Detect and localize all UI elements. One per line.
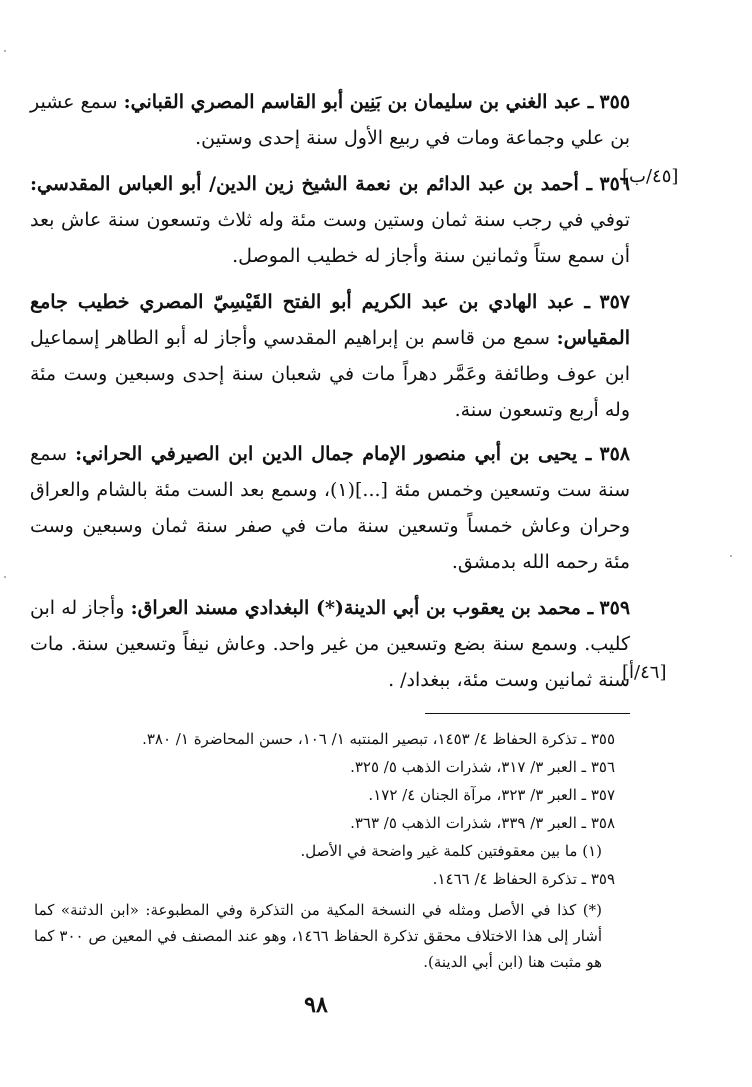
entry-heading: عبد الغني بن سليمان بن بَنِين أبو القاسم المصري القباني: <box>123 91 582 113</box>
footnote-357: ٣٥٧ ـ العبر ٣/ ٣٢٣، مرآة الجنان ٤/ ١٧٢. <box>368 786 615 804</box>
scan-speck <box>4 576 6 578</box>
entry-heading: محمد بن يعقوب بن أبي الدينة(*) البغدادي مسند العراق: <box>130 597 581 619</box>
biography-entry-355: ٣٥٥ ـ عبد الغني بن سليمان بن بَنِين أبو القاسم المصري القباني: سمع عشير بن علي وجماعة ومات في ربيع الأول سنة إحدى وستين. <box>30 91 631 149</box>
footnote-356: ٣٥٦ ـ العبر ٣/ ٣١٧، شذرات الذهب ٥/ ٣٢٥. <box>350 758 615 776</box>
footnote-separator <box>425 713 630 714</box>
biography-entry-358: ٣٥٨ ـ يحيى بن أبي منصور الإمام جمال الدين ابن الصيرفي الحراني: سمع سنة ست وتسعين وخمس مئة [...](١)، وسمع بعد الست مئة بالشام والعراق وحران وعاش خمساً وتسعين سنة مات في صفر سنة ثمان وسبعين وست مئة رحمه الله بدمشق. <box>30 443 631 573</box>
entry-body: سمع من قاسم بن إبراهيم المقدسي وأجاز له أبو الطاهر إسماعيل ابن عوف وطائفة وعَمَّر دهراً مات في شعبان سنة إحدى وسبعين وست مئة وله أربع وتسعون سنة. <box>30 327 630 421</box>
footnote-359: ٣٥٩ ـ تذكرة الحفاظ ٤/ ١٤٦٦. <box>432 870 615 888</box>
page-number: ٩٨ <box>304 992 328 1018</box>
entry-number: ٣٥٥ <box>599 91 631 113</box>
scan-speck <box>730 555 732 557</box>
entry-body: وأجاز له ابن كليب. وسمع سنة بضع وتسعين من غير واحد. وعاش نيفاً وتسعين سنة. مات سنة ثمانين وست مئة، ببغداد/ . <box>30 597 630 691</box>
footnote-asterisk: (*) كذا في الأصل ومثله في النسخة المكية من التذكرة وفي المطبوعة: «ابن الدثنة» كما أشار إلى هذا الاختلاف محقق تذكرة الحفاظ ١٤٦٦، وهو عند المصنف في المعين ص ٣٠٠ كما هو مثبت هنا (ابن أبي الدينة). <box>34 901 603 971</box>
entry-number: ٣٥٩ <box>599 597 631 619</box>
manuscript-folio-marker: [٤٥/ب] <box>622 166 679 187</box>
biography-entry-359: ٣٥٩ ـ محمد بن يعقوب بن أبي الدينة(*) البغدادي مسند العراق: وأجاز له ابن كليب. وسمع سنة بضع وتسعين من غير واحد. وعاش نيفاً وتسعين سنة. مات سنة ثمانين وست مئة، ببغداد/ . <box>30 597 631 691</box>
entry-body: سمع سنة ست وتسعين وخمس مئة [...](١)، وسمع بعد الست مئة بالشام والعراق وحران وعاش خمساً وتسعين سنة مات في صفر سنة ثمان وسبعين وست مئة رحمه الله بدمشق. <box>30 443 630 573</box>
entry-number: ٣٥٧ <box>599 291 630 313</box>
entry-number: ٣٥٨ <box>599 443 631 465</box>
entry-heading: عبد الهادي بن عبد الكريم أبو الفتح القَيْسِيّ المصري خطيب جامع المقياس: <box>30 291 630 349</box>
biography-entry-357: ٣٥٧ ـ عبد الهادي بن عبد الكريم أبو الفتح القَيْسِيّ المصري خطيب جامع المقياس: سمع من قاسم بن إبراهيم المقدسي وأجاز له أبو الطاهر إسماعيل ابن عوف وطائفة وعَمَّر دهراً مات في شعبان سنة إحدى وسبعين وست مئة وله أربع وتسعون سنة. <box>30 291 630 421</box>
entry-body: سمع عشير بن علي وجماعة ومات في ربيع الأول سنة إحدى وستين. <box>30 91 630 149</box>
biography-entry-356: ٣٥٦ ـ أحمد بن عبد الدائم بن نعمة الشيخ زين الدين/ أبو العباس المقدسي: توفي في رجب سنة ثمان وستين وست مئة وله ثلاث وتسعون سنة عاش بعد أن سمع ستاً وثمانين سنة وأجاز له خطيب الموصل. <box>30 173 631 267</box>
footnote-355: ٣٥٥ ـ تذكرة الحفاظ ٤/ ١٤٥٣، تبصير المنتبه ١/ ١٠٦، حسن المحاضرة ١/ ٣٨٠. <box>142 730 615 748</box>
entry-body: توفي في رجب سنة ثمان وستين وست مئة وله ثلاث وتسعون سنة عاش بعد أن سمع ستاً وثمانين سنة وأجاز له خطيب الموصل. <box>30 209 630 267</box>
footnote-1: (١) ما بين معقوفتين كلمة غير واضحة في الأصل. <box>300 842 602 860</box>
entry-heading: يحيى بن أبي منصور الإمام جمال الدين ابن الصيرفي الحراني: <box>75 443 578 465</box>
manuscript-folio-marker: [٤٦/أ] <box>622 662 667 683</box>
scan-speck <box>4 50 6 52</box>
entry-number: ٣٥٦ <box>599 173 631 195</box>
entry-heading: أحمد بن عبد الدائم بن نعمة الشيخ زين الدين/ أبو العباس المقدسي: <box>30 173 579 195</box>
footnote-358: ٣٥٨ ـ العبر ٣/ ٣٣٩، شذرات الذهب ٥/ ٣٦٣. <box>350 814 615 832</box>
